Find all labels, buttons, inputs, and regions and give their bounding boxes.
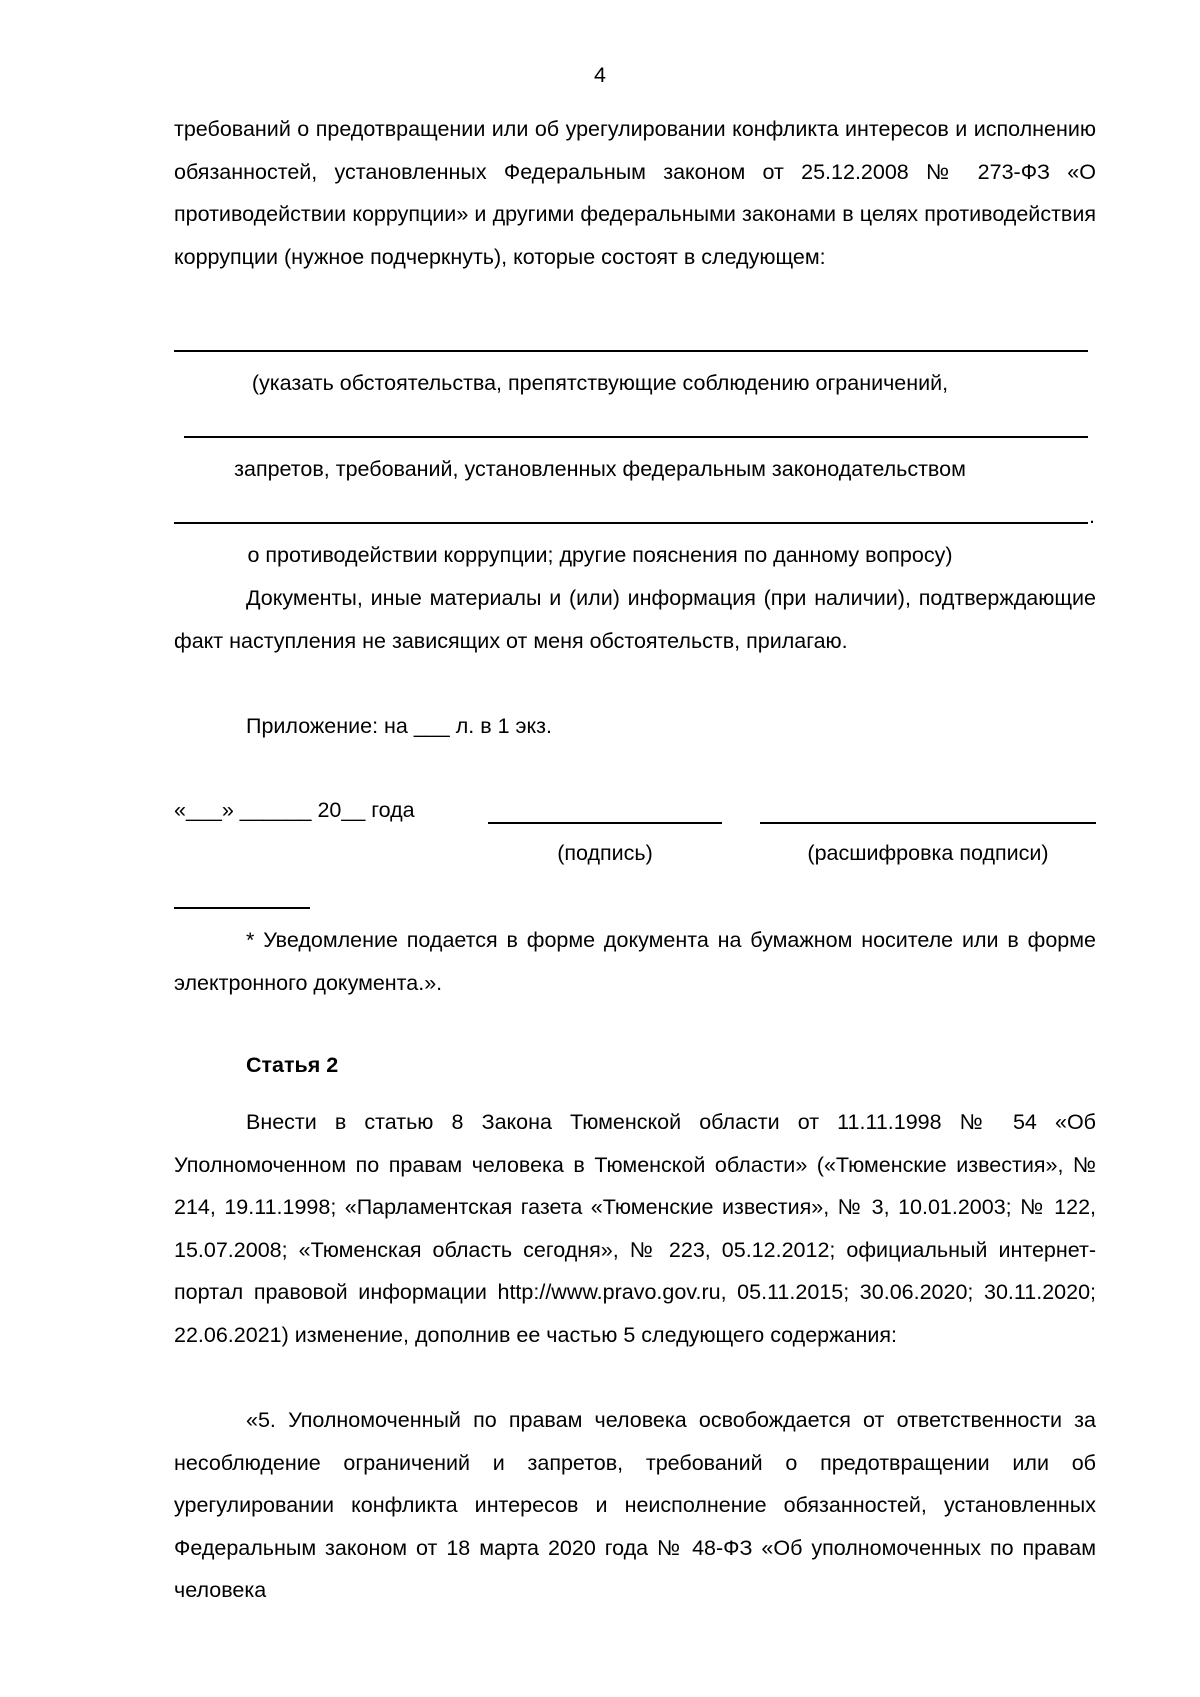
fill-line-2 [184,436,1088,438]
decoding-label: (расшифровка подписи) [807,841,1049,865]
hint-line-1: (указать обстоятельства, препятствующие соблюдению ограничений, [251,371,949,395]
article-paragraph-2: «5. Уполномоченный по правам человека освобождается от ответственности за несоблюдение ограничений и запретов, требований о предотвращении или об урегулировании конфликта интересов и неисполнение обязанностей, установленных Федеральным законом от 18 марта 2020 года № 48-ФЗ «Об уполномоченных по правам человека [174,1408,1096,1602]
footnote-separator [174,907,310,909]
fill-line-1 [174,350,1088,352]
signature-label: (подпись) [557,841,653,865]
footnote-text: * Уведомление подается в форме документа на бумажном носителе или в форме электронного документа.». [174,928,1096,995]
hint-line-3: о противодействии коррупции; другие пояснения по данному вопросу) [247,543,953,567]
date-placeholder: «___» ______ 20__ года [174,798,415,822]
decoding-line [760,822,1096,824]
article-paragraph-1: Внести в статью 8 Закона Тюменской области от 11.11.1998 № 54 «Об Уполномоченном по правам человека в Тюменской области» («Тюменские известия», № 214, 19.11.1998; «Парламентская газета «Тюменские известия», № 3, 10.01.2003; № 122, 15.07.2008; «Тюменская область сегодня», № 223, 05.12.2012; официальный интернет-портал правовой информации http://www.pravo.gov.ru, 05.11.2015; 30.06.2020; 30.11.2020; 22.06.2021) изменение, дополнив ее частью 5 следующего содержания: [174,1110,1096,1347]
fill-line-3 [174,522,1088,524]
signature-line [488,822,722,824]
article-heading: Статья 2 [246,1053,339,1077]
attachment-line: Приложение: на ___ л. в 1 экз. [246,714,552,738]
page-number: 4 [594,63,606,87]
paragraph-documents: Документы, иные материалы и (или) информация (при наличии), подтверждающие факт наступления не зависящих от меня обстоятельств, прилагаю. [174,586,1096,653]
paragraph-intro: требований о предотвращении или об урегулировании конфликта интересов и исполнению обязанностей, установленных Федеральным законом от 25.12.2008 № 273-ФЗ «О противодействии коррупции» и другими федеральными законами в целях противодействия коррупции (нужное подчеркнуть), которые состоят в следующем: [174,117,1096,269]
fill-line-3-dot: . [1089,504,1095,528]
hint-line-2: запретов, требований, установленных федеральным законодательством [234,457,966,481]
